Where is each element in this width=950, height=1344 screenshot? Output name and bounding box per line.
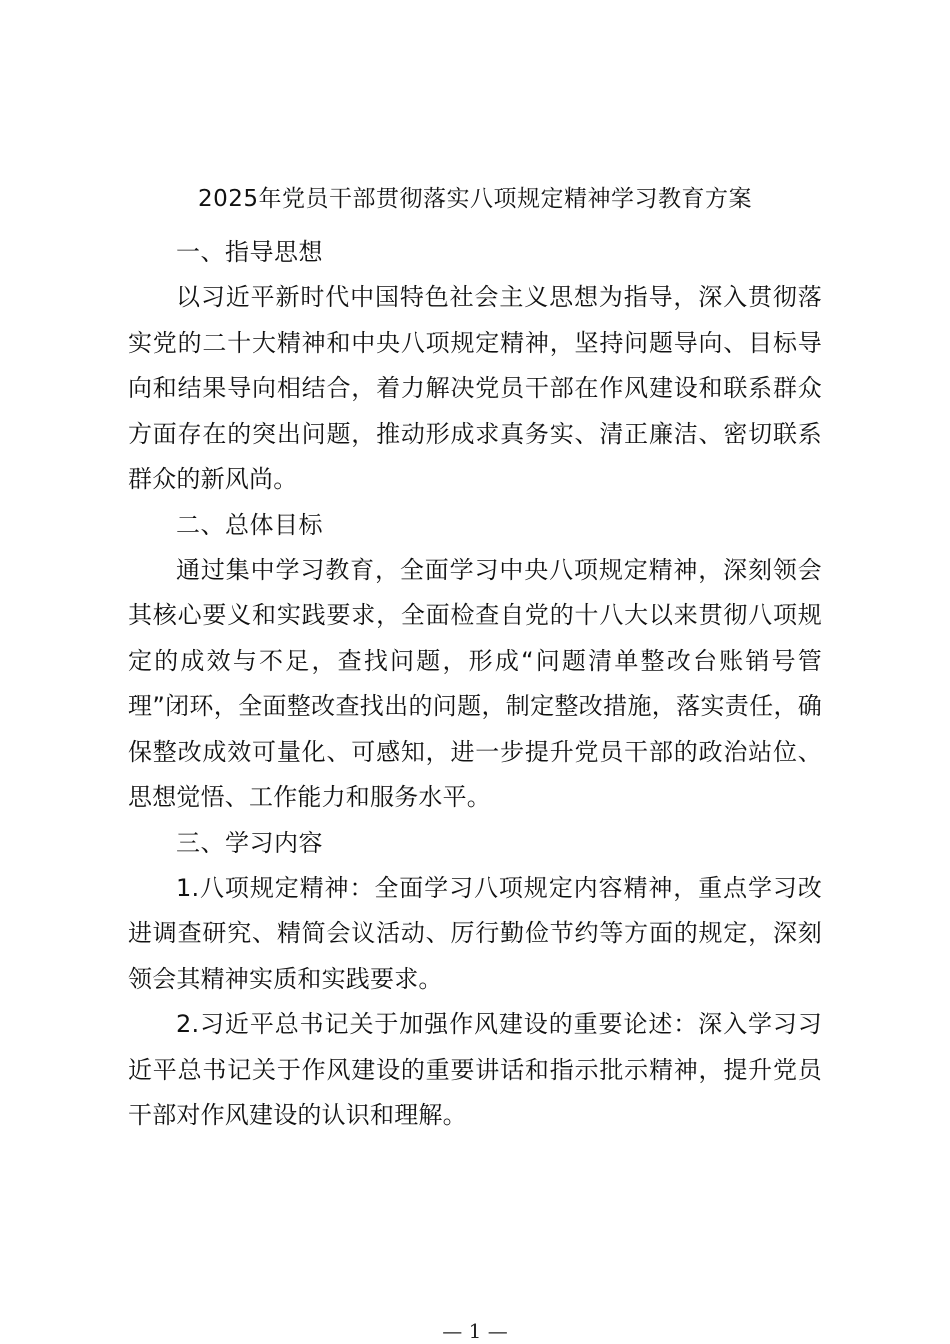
- document-title: 2025年党员干部贯彻落实八项规定精神学习教育方案: [197, 186, 753, 212]
- document-body: [128, 230, 822, 1139]
- section-heading-guiding-thought: 一、指导思想: [176, 238, 323, 266]
- paragraph-guiding-thought: 以习近平新时代中国特色社会主义思想为指导，深入贯彻落实党的二十大精神和中央八项规定精神，坚持问题导向、目标导向和结果导向相结合，着力解决党员干部在作风建设和联系群众方面存在的突出问题，推动形成求真务实、清正廉洁、密切联系群众的新风尚。: [128, 283, 822, 493]
- section-heading-overall-goal: 二、总体目标: [176, 510, 323, 539]
- section-heading-study-content: 三、学习内容: [176, 828, 323, 857]
- paragraph-overall-goal: 通过集中学习教育，全面学习中央八项规定精神，深刻领会其核心要义和实践要求，全面检查自党的十八大以来贯彻八项规定的成效与不足，查找问题，形成“问题清单整改台账销号管理”闭环，全面整改查找出的问题，制定整改措施，落实责任，确保整改成效可量化、可感知，进一步提升党员干部的政治站位、思想觉悟、工作能力和服务水平。: [128, 555, 822, 811]
- page-number: — 1 —: [442, 1319, 508, 1343]
- paragraph-study-item-2: 2.习近平总书记关于加强作风建设的重要论述：深入学习习近平总书记关于作风建设的重要讲话和指示批示精神，提升党员干部对作风建设的认识和理解。: [128, 1010, 822, 1129]
- paragraph-study-item-1: 1.八项规定精神：全面学习八项规定内容精神，重点学习改进调查研究、精简会议活动、厉行勤俭节约等方面的规定，深刻领会其精神实质和实践要求。: [128, 873, 822, 993]
